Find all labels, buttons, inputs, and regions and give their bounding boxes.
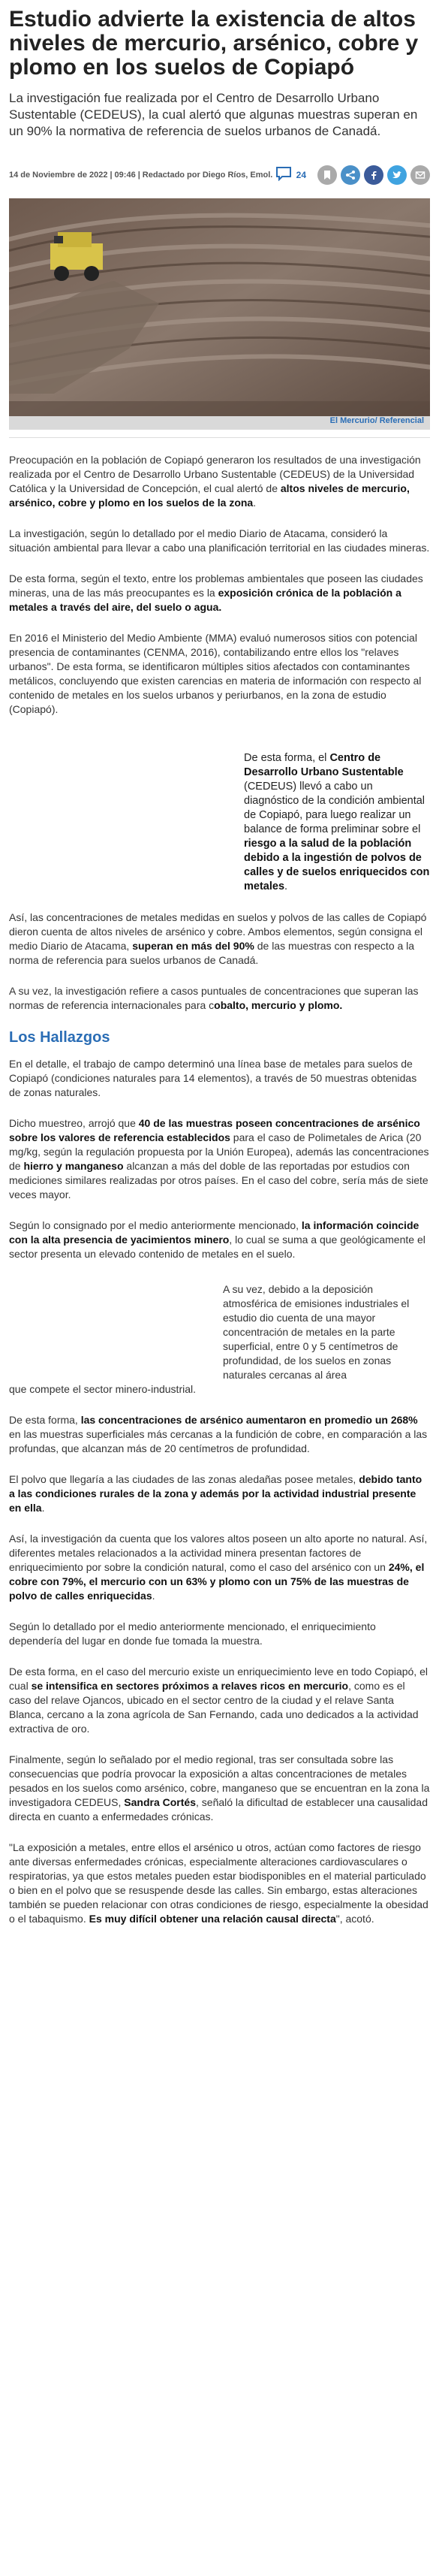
paragraph: La investigación, según lo detallado por el medio Diario de Atacama, consideró la situación ambiental para llevar a cabo una planificación territorial en las ciudades mineras. xyxy=(9,527,430,554)
publish-time: 09:46 xyxy=(114,171,136,180)
paragraph: En el detalle, el trabajo de campo determinó una línea base de metales para suelos de Copiapó (condiciones naturales para 14 elementos), a través de 50 muestras obtenidas de zonas naturales. xyxy=(9,1058,417,1098)
comments-count: 24 xyxy=(296,170,306,180)
paragraph: De esta forma, las concentraciones de arsénico aumentaron en promedio un 268% en las muestras superficiales más cercanas a la fundición de cobre, en comparación a las profundas, que alcanzan más de 20 centímetros de profundidad. xyxy=(9,1414,428,1454)
paragraph: que compete el sector minero-industrial. xyxy=(9,1383,197,1395)
paragraph: Según lo detallado por el medio anteriormente mencionado, el enriquecimiento dependería del lugar en donde fue tomada la muestra. xyxy=(9,1620,376,1647)
paragraph: Preocupación en la población de Copiapó generaron los resultados de una investigación realizada por el Centro de Desarrollo Urbano Sustentable (CEDEUS) de la Universidad Católica y la Universidad de Concepción, el cual alertó de altos niveles de mercurio, arsénico, cobre y plomo en los suelos de la zona. xyxy=(9,454,421,509)
highlight-box: De esta forma, el Centro de Desarrollo Urbano Sustentable (CEDEUS) llevó a cabo un diagnóstico de la condición ambiental de Copiapó, para luego realizar un balance de forma preliminar sobre el riesgo a la salud de la población debido a la ingestión de polvos de calles y de suelos enriquecidos con metales. xyxy=(244,752,430,892)
speech-bubble-icon xyxy=(275,166,292,185)
bookmark-icon[interactable] xyxy=(317,165,337,185)
byline: 14 de Noviembre de 2022 | 09:46 | Redactado por Diego Ríos, Emol. xyxy=(9,171,273,180)
article-title: Estudio advierte la existencia de altos niveles de mercurio, arsénico, cobre y plomo en los suelos de Copiapó xyxy=(9,7,419,80)
paragraph: Finalmente, según lo señalado por el medio regional, tras ser consultada sobre las consecuencias que podría provocar la exposición a altas concentraciones de metales pesados en los suelos como arsénico, cobre, manganeso que se encuentran en la zona la investigadora CEDEUS, Sandra Cortés, señaló la dificultad de establecer una causalidad directa en cuanto a enfermedades crónicas. xyxy=(9,1753,430,1823)
twitter-icon[interactable] xyxy=(387,165,407,185)
paragraph: Así, las concentraciones de metales medidas en suelos y polvos de las calles de Copiapó dieron cuenta de altos niveles de arsénico y cobre. Ambos elementos, según consigna el medio Diario de Atacama, superan en más del 90% de las muestras con respecto a la norma de referencia para suelos urbanos de Canadá. xyxy=(9,911,427,966)
section-heading: Los Hallazgos xyxy=(9,1029,110,1046)
facebook-icon[interactable] xyxy=(364,165,383,185)
article-photo-figure xyxy=(9,198,430,430)
paragraph: Dicho muestreo, arrojó que 40 de las muestras poseen concentraciones de arsénico sobre los valores de referencia establecidos para el caso de Polimetales de Arica (20 mg/kg, según la regulación propuesta por la Unión Europea), además las concentraciones de hierro y manganeso alcanzan a más del doble de las reportadas por estudios con mediciones similares realizadas por otros países. En el caso del cobre, sería más de siete veces mayor. xyxy=(9,1117,429,1200)
author: Redactado por Diego Ríos, Emol. xyxy=(142,171,273,180)
publish-date: 14 de Noviembre de 2022 xyxy=(9,171,108,180)
paragraph: El polvo que llegaría a las ciudades de las zonas aledañas posee metales, debido tanto a las condiciones rurales de la zona y además por la actividad industrial presente en ella. xyxy=(9,1473,422,1514)
photo-caption: El Mercurio/ Referencial xyxy=(9,413,430,430)
paragraph: De esta forma, según el texto, entre los problemas ambientales que poseen las ciudades mineras, una de las más preocupantes es la exposición crónica de la población a metales a través del aire, del suelo o agua. xyxy=(9,572,423,613)
email-icon[interactable] xyxy=(410,165,430,185)
paragraph: "La exposición a metales, entre ellos el arsénico u otros, actúan como factores de riesgo ante diversas enfermedades crónicas, especialmente alteraciones cardiovasculares o respiratorias, ya que estos metales pueden estar biodisponibles en el material particulado o bien en el polvo que se resuspende desde las calles. Sin embargo, estas alteraciones también se pueden relacionar con otras condiciones de riesgo, especialmente la obesidad o el tabaquismo. Es muy difícil obtener una relación causal directa", acotó. xyxy=(9,1841,428,1925)
comments-button[interactable] xyxy=(275,166,306,185)
byline-row xyxy=(9,162,430,188)
highlight-box: A su vez, debido a la deposición atmosférica de emisiones industriales el estudio dio cuenta de una mayor concentración de metales en la parte superficial, entre 0 y 5 centímetros de profundidad, de los suelos en zonas naturales cercanas al área xyxy=(223,1283,410,1381)
mining-truck-photo xyxy=(9,198,430,416)
paragraph: Así, la investigación da cuenta que los valores altos poseen un alto aporte no natural. Así, diferentes metales relacionados a la actividad minera presentan factores de enriquecimiento por sobre la condición natural, como el caso del arsénico con un 24%, el cobre con 79%, el mercurio con un 63% y plomo con un 75% de las muestras de polvo de calles enriquecidas. xyxy=(9,1533,428,1602)
paragraph: De esta forma, en el caso del mercurio existe un enriquecimiento leve en todo Copiapó, el cual se intensifica en sectores próximos a relaves ricos en mercurio, como es el caso del relave Ojancos, ubicado en el sector centro de la ciudad y el relave Santa Blanca, cercano a la zona agrícola de San Fernando, cada uno dedicados a la actividad extractiva de oro. xyxy=(9,1665,428,1735)
social-bar xyxy=(275,165,430,185)
paragraph: En 2016 el Ministerio del Medio Ambiente (MMA) evaluó numerosos sitios con potencial presencia de contaminantes (CENMA, 2016), contabilizando entre ellos los "relaves urbanos". De esta forma, se identificaron múltiples sitios afectados con contaminantes metálicos, concluyendo que existen carencias en materia de información con respecto al contenido de metales en los suelos urbanos y periurbanos, en la zona de estudio (Copiapó). xyxy=(9,632,422,715)
article-lead: La investigación fue realizada por el Centro de Desarrollo Urbano Sustentable (CEDEUS), la cual alertó que algunas muestras superan en un 90% la normativa de referencia de suelos urbanos de Canadá. xyxy=(9,91,418,138)
share-icon[interactable] xyxy=(341,165,360,185)
paragraph: A su vez, la investigación refiere a casos puntuales de concentraciones que superan las normas de referencia internacionales para cobalto, mercurio y plomo. xyxy=(9,985,419,1011)
paragraph: Según lo consignado por el medio anteriormente mencionado, la información coincide con la alta presencia de yacimientos minero, lo cual se suma a que geológicamente el sector presenta un elevado contenido de metales en el suelo. xyxy=(9,1219,425,1260)
divider xyxy=(9,437,430,438)
